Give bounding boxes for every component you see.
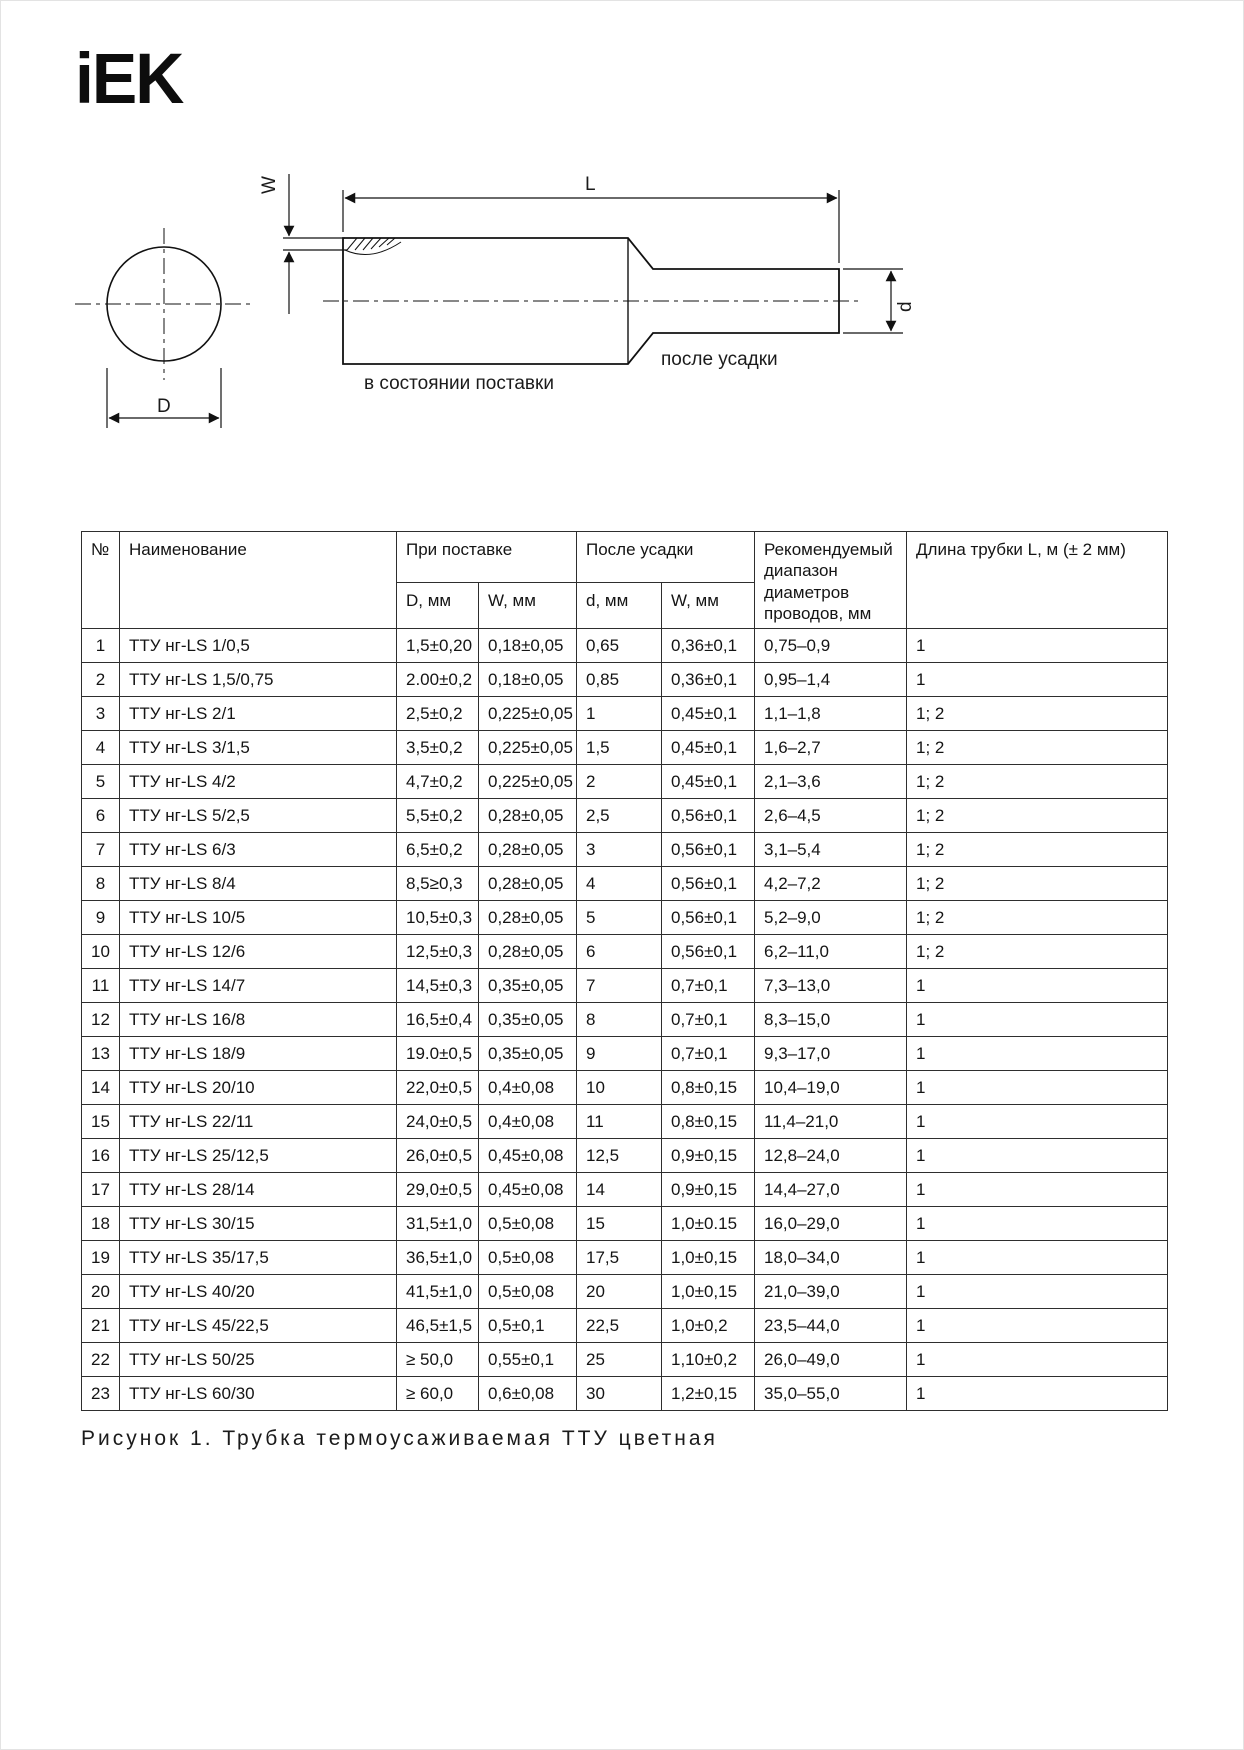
wire-range: 16,0–29,0 xyxy=(755,1207,907,1241)
label-L: L xyxy=(585,174,596,195)
supply-d: 31,5±1,0 xyxy=(397,1207,479,1241)
wire-range: 0,95–1,4 xyxy=(755,663,907,697)
shrink-w: 1,2±0,15 xyxy=(662,1377,755,1411)
product-name: ТТУ нг-LS 1,5/0,75 xyxy=(120,663,397,697)
row-number: 16 xyxy=(82,1139,120,1173)
table-row xyxy=(82,1343,1168,1377)
supply-d: 6,5±0,2 xyxy=(397,833,479,867)
table-row xyxy=(82,1309,1168,1343)
table-row xyxy=(82,1241,1168,1275)
shrink-w: 0,45±0,1 xyxy=(662,765,755,799)
row-number: 11 xyxy=(82,969,120,1003)
wire-range: 5,2–9,0 xyxy=(755,901,907,935)
supply-d: 2.00±0,2 xyxy=(397,663,479,697)
supply-d: 29,0±0,5 xyxy=(397,1173,479,1207)
table-row xyxy=(82,1173,1168,1207)
wire-range: 21,0–39,0 xyxy=(755,1275,907,1309)
supply-d: 12,5±0,3 xyxy=(397,935,479,969)
product-name: ТТУ нг-LS 3/1,5 xyxy=(120,731,397,765)
supply-d: 22,0±0,5 xyxy=(397,1071,479,1105)
supply-d: 46,5±1,5 xyxy=(397,1309,479,1343)
col-header-shrink-w: W, мм xyxy=(662,583,755,629)
supply-w: 0,45±0,08 xyxy=(479,1173,577,1207)
technical-drawing xyxy=(61,146,981,496)
label-D: D xyxy=(157,396,171,417)
shrink-d: 17,5 xyxy=(577,1241,662,1275)
product-name: ТТУ нг-LS 4/2 xyxy=(120,765,397,799)
product-name: ТТУ нг-LS 6/3 xyxy=(120,833,397,867)
shrink-d: 22,5 xyxy=(577,1309,662,1343)
table-row xyxy=(82,833,1168,867)
shrink-w: 0,9±0,15 xyxy=(662,1173,755,1207)
supply-w: 0,28±0,05 xyxy=(479,901,577,935)
tube-length: 1; 2 xyxy=(907,867,1168,901)
table-row xyxy=(82,1275,1168,1309)
supply-d: 19.0±0,5 xyxy=(397,1037,479,1071)
shrink-d: 1,5 xyxy=(577,731,662,765)
tube-length: 1 xyxy=(907,1003,1168,1037)
tube-length: 1 xyxy=(907,1173,1168,1207)
shrink-d: 4 xyxy=(577,867,662,901)
row-number: 5 xyxy=(82,765,120,799)
table-row xyxy=(82,1071,1168,1105)
product-name: ТТУ нг-LS 35/17,5 xyxy=(120,1241,397,1275)
product-name: ТТУ нг-LS 8/4 xyxy=(120,867,397,901)
row-number: 3 xyxy=(82,697,120,731)
tube-length: 1; 2 xyxy=(907,799,1168,833)
product-name: ТТУ нг-LS 25/12,5 xyxy=(120,1139,397,1173)
wire-range: 12,8–24,0 xyxy=(755,1139,907,1173)
row-number: 12 xyxy=(82,1003,120,1037)
shrink-w: 0,56±0,1 xyxy=(662,901,755,935)
supply-w: 0,5±0,08 xyxy=(479,1241,577,1275)
shrink-w: 0,56±0,1 xyxy=(662,833,755,867)
shrink-d: 2 xyxy=(577,765,662,799)
dimension-d xyxy=(843,269,903,333)
wire-range: 0,75–0,9 xyxy=(755,629,907,663)
wire-range: 3,1–5,4 xyxy=(755,833,907,867)
wire-range: 10,4–19,0 xyxy=(755,1071,907,1105)
row-number: 10 xyxy=(82,935,120,969)
supply-d: 36,5±1,0 xyxy=(397,1241,479,1275)
wire-range: 26,0–49,0 xyxy=(755,1343,907,1377)
wire-range: 1,6–2,7 xyxy=(755,731,907,765)
wire-range: 4,2–7,2 xyxy=(755,867,907,901)
supply-w: 0,5±0,1 xyxy=(479,1309,577,1343)
tube-diagram xyxy=(61,146,981,496)
table-row xyxy=(82,1207,1168,1241)
table-row xyxy=(82,901,1168,935)
product-name: ТТУ нг-LS 2/1 xyxy=(120,697,397,731)
product-name: ТТУ нг-LS 16/8 xyxy=(120,1003,397,1037)
supply-d: 14,5±0,3 xyxy=(397,969,479,1003)
supply-d: 16,5±0,4 xyxy=(397,1003,479,1037)
tube-length: 1 xyxy=(907,1343,1168,1377)
shrink-d: 9 xyxy=(577,1037,662,1071)
shrink-w: 0,7±0,1 xyxy=(662,1003,755,1037)
supply-w: 0,5±0,08 xyxy=(479,1275,577,1309)
table-row xyxy=(82,697,1168,731)
shrink-w: 0,56±0,1 xyxy=(662,935,755,969)
row-number: 14 xyxy=(82,1071,120,1105)
supply-w: 0,28±0,05 xyxy=(479,867,577,901)
supply-w: 0,225±0,05 xyxy=(479,765,577,799)
product-name: ТТУ нг-LS 60/30 xyxy=(120,1377,397,1411)
row-number: 18 xyxy=(82,1207,120,1241)
dimension-W xyxy=(283,174,347,314)
row-number: 4 xyxy=(82,731,120,765)
supply-d: 26,0±0,5 xyxy=(397,1139,479,1173)
col-header-tube-length: Длина трубки L, м (± 2 мм) xyxy=(907,532,1168,629)
table-row xyxy=(82,969,1168,1003)
tube-length: 1 xyxy=(907,1275,1168,1309)
wire-range: 8,3–15,0 xyxy=(755,1003,907,1037)
row-number: 23 xyxy=(82,1377,120,1411)
row-number: 2 xyxy=(82,663,120,697)
supply-w: 0,28±0,05 xyxy=(479,799,577,833)
supply-d: 2,5±0,2 xyxy=(397,697,479,731)
supply-d: 8,5≥0,3 xyxy=(397,867,479,901)
wire-range: 2,1–3,6 xyxy=(755,765,907,799)
supply-d: ≥ 60,0 xyxy=(397,1377,479,1411)
shrink-d: 12,5 xyxy=(577,1139,662,1173)
shrink-d: 8 xyxy=(577,1003,662,1037)
tube-length: 1 xyxy=(907,1071,1168,1105)
col-header-num: № xyxy=(82,532,120,629)
label-d: d xyxy=(895,301,916,312)
shrink-d: 6 xyxy=(577,935,662,969)
wire-range: 18,0–34,0 xyxy=(755,1241,907,1275)
shrink-w: 1,0±0.15 xyxy=(662,1207,755,1241)
row-number: 19 xyxy=(82,1241,120,1275)
supply-d: 1,5±0,20 xyxy=(397,629,479,663)
table-row xyxy=(82,1003,1168,1037)
table-row xyxy=(82,935,1168,969)
row-number: 17 xyxy=(82,1173,120,1207)
supply-d: 10,5±0,3 xyxy=(397,901,479,935)
supply-d: 24,0±0,5 xyxy=(397,1105,479,1139)
shrink-d: 7 xyxy=(577,969,662,1003)
iek-logo: iEK xyxy=(75,39,183,119)
supply-w: 0,35±0,05 xyxy=(479,1037,577,1071)
table-row xyxy=(82,867,1168,901)
product-name: ТТУ нг-LS 45/22,5 xyxy=(120,1309,397,1343)
tube-length: 1; 2 xyxy=(907,731,1168,765)
tube-length: 1 xyxy=(907,1105,1168,1139)
wire-range: 6,2–11,0 xyxy=(755,935,907,969)
wire-range: 1,1–1,8 xyxy=(755,697,907,731)
side-view xyxy=(323,238,863,364)
supply-w: 0,45±0,08 xyxy=(479,1139,577,1173)
table-row xyxy=(82,731,1168,765)
row-number: 20 xyxy=(82,1275,120,1309)
shrink-d: 1 xyxy=(577,697,662,731)
shrink-w: 0,56±0,1 xyxy=(662,867,755,901)
wire-range: 14,4–27,0 xyxy=(755,1173,907,1207)
col-group-at-delivery: При поставке xyxy=(397,532,577,583)
wire-range: 35,0–55,0 xyxy=(755,1377,907,1411)
supply-w: 0,28±0,05 xyxy=(479,833,577,867)
label-W: W xyxy=(259,176,280,194)
label-as-supplied: в состоянии поставки xyxy=(364,373,554,394)
figure-caption: Рисунок 1. Трубка термоусаживаемая ТТУ цветная xyxy=(81,1427,718,1450)
tube-length: 1 xyxy=(907,663,1168,697)
supply-d: 4,7±0,2 xyxy=(397,765,479,799)
row-number: 15 xyxy=(82,1105,120,1139)
supply-w: 0,4±0,08 xyxy=(479,1071,577,1105)
product-name: ТТУ нг-LS 10/5 xyxy=(120,901,397,935)
supply-w: 0,28±0,05 xyxy=(479,935,577,969)
row-number: 8 xyxy=(82,867,120,901)
table-row xyxy=(82,1377,1168,1411)
product-name: ТТУ нг-LS 40/20 xyxy=(120,1275,397,1309)
tube-length: 1; 2 xyxy=(907,765,1168,799)
wire-range: 7,3–13,0 xyxy=(755,969,907,1003)
shrink-w: 0,36±0,1 xyxy=(662,663,755,697)
col-header-supply-w: W, мм xyxy=(479,583,577,629)
table-row xyxy=(82,1139,1168,1173)
shrink-d: 0,65 xyxy=(577,629,662,663)
shrink-d: 5 xyxy=(577,901,662,935)
col-group-after-shrink: После усадки xyxy=(577,532,755,583)
product-name: ТТУ нг-LS 20/10 xyxy=(120,1071,397,1105)
shrink-w: 0,8±0,15 xyxy=(662,1105,755,1139)
shrink-d: 25 xyxy=(577,1343,662,1377)
table-row xyxy=(82,799,1168,833)
shrink-w: 0,56±0,1 xyxy=(662,799,755,833)
product-name: ТТУ нг-LS 50/25 xyxy=(120,1343,397,1377)
product-name: ТТУ нг-LS 1/0,5 xyxy=(120,629,397,663)
shrink-w: 0,8±0,15 xyxy=(662,1071,755,1105)
shrink-d: 30 xyxy=(577,1377,662,1411)
product-name: ТТУ нг-LS 28/14 xyxy=(120,1173,397,1207)
shrink-d: 15 xyxy=(577,1207,662,1241)
shrink-d: 2,5 xyxy=(577,799,662,833)
tube-length: 1; 2 xyxy=(907,901,1168,935)
tube-length: 1; 2 xyxy=(907,935,1168,969)
supply-d: ≥ 50,0 xyxy=(397,1343,479,1377)
supply-w: 0,55±0,1 xyxy=(479,1343,577,1377)
product-name: ТТУ нг-LS 18/9 xyxy=(120,1037,397,1071)
col-header-name: Наименование xyxy=(120,532,397,629)
shrink-d: 11 xyxy=(577,1105,662,1139)
tube-length: 1 xyxy=(907,1309,1168,1343)
product-name: ТТУ нг-LS 14/7 xyxy=(120,969,397,1003)
col-header-wire-range: Рекомендуемый диапазон диаметров проводов, мм xyxy=(755,532,907,629)
shrink-w: 1,0±0,15 xyxy=(662,1241,755,1275)
product-name: ТТУ нг-LS 30/15 xyxy=(120,1207,397,1241)
tube-length: 1 xyxy=(907,1241,1168,1275)
shrink-w: 1,0±0,2 xyxy=(662,1309,755,1343)
supply-d: 3,5±0,2 xyxy=(397,731,479,765)
supply-d: 5,5±0,2 xyxy=(397,799,479,833)
table-row xyxy=(82,629,1168,663)
wall-section-hatch xyxy=(345,238,401,255)
table-row xyxy=(82,765,1168,799)
wire-range: 23,5–44,0 xyxy=(755,1309,907,1343)
end-view xyxy=(75,228,253,380)
row-number: 22 xyxy=(82,1343,120,1377)
product-name: ТТУ нг-LS 22/11 xyxy=(120,1105,397,1139)
shrink-w: 0,7±0,1 xyxy=(662,969,755,1003)
shrink-w: 1,10±0,2 xyxy=(662,1343,755,1377)
inner-wall-curve xyxy=(345,242,401,255)
supply-w: 0,225±0,05 xyxy=(479,697,577,731)
wire-range: 9,3–17,0 xyxy=(755,1037,907,1071)
tube-length: 1 xyxy=(907,1377,1168,1411)
product-name: ТТУ нг-LS 12/6 xyxy=(120,935,397,969)
shrink-d: 3 xyxy=(577,833,662,867)
supply-w: 0,5±0,08 xyxy=(479,1207,577,1241)
wire-range: 2,6–4,5 xyxy=(755,799,907,833)
col-header-shrink-d: d, мм xyxy=(577,583,662,629)
shrink-w: 0,9±0,15 xyxy=(662,1139,755,1173)
supply-w: 0,35±0,05 xyxy=(479,1003,577,1037)
row-number: 9 xyxy=(82,901,120,935)
label-after-shrink: после усадки xyxy=(661,349,778,370)
supply-w: 0,225±0,05 xyxy=(479,731,577,765)
supply-w: 0,6±0,08 xyxy=(479,1377,577,1411)
row-number: 13 xyxy=(82,1037,120,1071)
row-number: 1 xyxy=(82,629,120,663)
shrink-d: 10 xyxy=(577,1071,662,1105)
row-number: 21 xyxy=(82,1309,120,1343)
col-header-supply-d: D, мм xyxy=(397,583,479,629)
supply-w: 0,18±0,05 xyxy=(479,663,577,697)
shrink-d: 20 xyxy=(577,1275,662,1309)
tube-length: 1 xyxy=(907,1037,1168,1071)
supply-w: 0,35±0,05 xyxy=(479,969,577,1003)
shrink-w: 0,7±0,1 xyxy=(662,1037,755,1071)
shrink-d: 0,85 xyxy=(577,663,662,697)
spec-table xyxy=(81,531,1168,1411)
product-name: ТТУ нг-LS 5/2,5 xyxy=(120,799,397,833)
table-row xyxy=(82,663,1168,697)
tube-length: 1 xyxy=(907,1139,1168,1173)
shrink-w: 0,45±0,1 xyxy=(662,731,755,765)
spec-table-body xyxy=(82,629,1168,1411)
shrink-w: 1,0±0,15 xyxy=(662,1275,755,1309)
wire-range: 11,4–21,0 xyxy=(755,1105,907,1139)
row-number: 7 xyxy=(82,833,120,867)
tube-length: 1; 2 xyxy=(907,833,1168,867)
supply-d: 41,5±1,0 xyxy=(397,1275,479,1309)
dimension-L xyxy=(343,190,839,263)
shrink-d: 14 xyxy=(577,1173,662,1207)
tube-length: 1 xyxy=(907,629,1168,663)
supply-w: 0,4±0,08 xyxy=(479,1105,577,1139)
shrink-w: 0,36±0,1 xyxy=(662,629,755,663)
spec-table-header xyxy=(82,532,1168,629)
table-row xyxy=(82,1105,1168,1139)
table-row xyxy=(82,1037,1168,1071)
tube-length: 1; 2 xyxy=(907,697,1168,731)
shrink-w: 0,45±0,1 xyxy=(662,697,755,731)
tube-length: 1 xyxy=(907,969,1168,1003)
row-number: 6 xyxy=(82,799,120,833)
tube-length: 1 xyxy=(907,1207,1168,1241)
supply-w: 0,18±0,05 xyxy=(479,629,577,663)
